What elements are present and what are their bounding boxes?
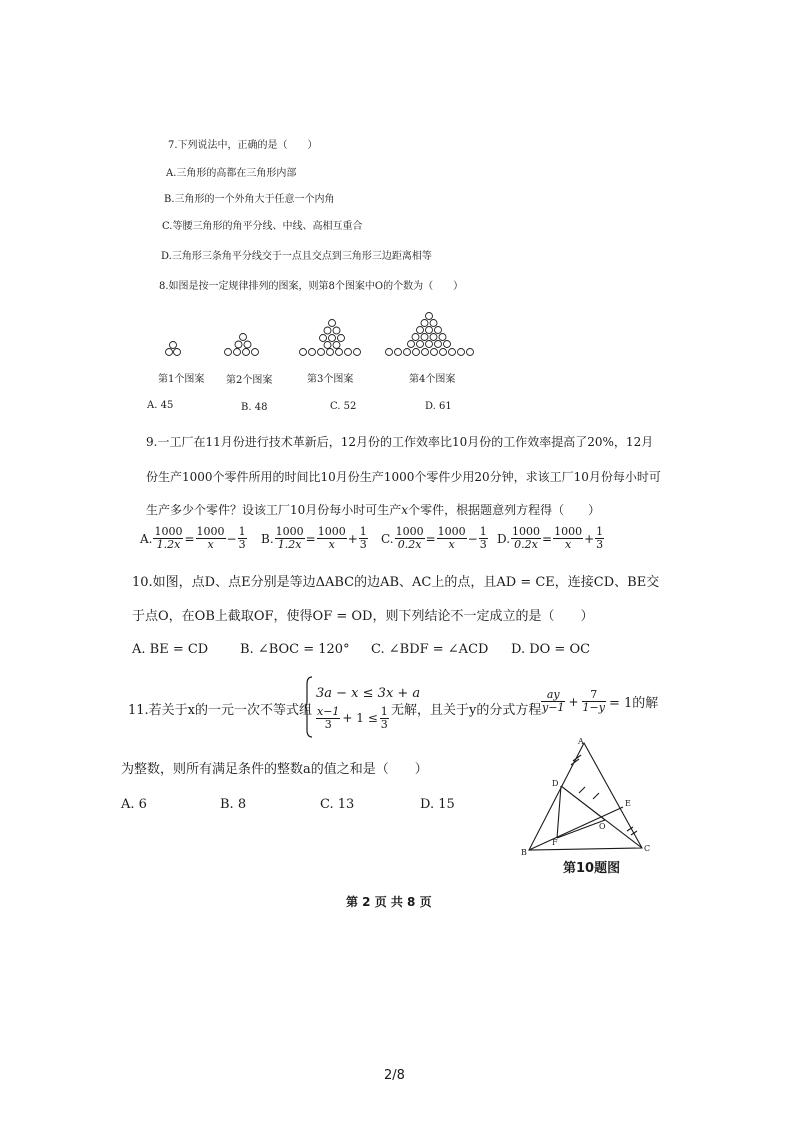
q9-line-3 (146, 501, 600, 518)
q11-mid: 无解，且关于y的分式方程 (391, 703, 542, 718)
numerator: 1 (596, 525, 604, 538)
fraction (395, 526, 425, 551)
denominator: 0.2x (397, 538, 422, 551)
q11-option-d: D. 15 (420, 797, 455, 812)
label-c: C (644, 844, 651, 853)
arc-mark-4 (593, 793, 599, 799)
denominator: x (564, 538, 572, 551)
q8-stem: 8.如图是按一定规律排列的图案，则第8个图案中O的个数为（ ） (159, 281, 464, 292)
denominator: 3 (324, 717, 332, 731)
page-number: 2/8 (384, 1068, 405, 1083)
arc-mark-3 (579, 787, 585, 793)
numerator: 1 (479, 525, 487, 538)
numerator: 7 (582, 689, 606, 702)
label-b: B (521, 848, 527, 857)
fraction (359, 526, 368, 551)
pattern-3 (298, 318, 368, 362)
numerator: ay (541, 689, 565, 702)
segment-be (529, 807, 623, 850)
numerator: 1000 (395, 525, 424, 538)
q9-option-b-label: B. (261, 531, 274, 546)
inequality-1: 3a − x ≤ 3x + a (316, 685, 421, 701)
fraction (316, 706, 340, 731)
brace-icon (305, 676, 313, 738)
fraction (196, 526, 226, 551)
numerator: 1000 (154, 525, 183, 538)
figure-caption: 第10题图 (563, 861, 621, 876)
q10-line-2: 于点O，在OB上截取OF，使得OF = OD，则下列结论不一定成立的是（ ） (132, 609, 594, 624)
q11-option-b: B. 8 (220, 797, 247, 812)
equals-sign: = (305, 531, 316, 546)
q10-option-c: C. ∠BDF = ∠ACD (371, 642, 489, 657)
label-f: F (552, 838, 558, 847)
numerator: 1000 (196, 525, 225, 538)
numerator: 1000 (512, 525, 541, 538)
label-o: O (599, 822, 606, 831)
fraction (317, 526, 347, 551)
operator: + (584, 531, 595, 546)
pattern-1 (163, 340, 183, 362)
fraction (275, 526, 305, 551)
operator: − (226, 531, 237, 546)
q9-option-a (140, 526, 247, 551)
q11-line-2: 为整数，则所有满足条件的整数a的值之和是（ ） (121, 762, 428, 777)
equals-sign: = (425, 531, 436, 546)
segment-do (561, 786, 605, 820)
operator: − (467, 531, 478, 546)
equals-sign: = (542, 531, 553, 546)
q9-option-b (261, 526, 368, 551)
denominator: 3 (238, 538, 246, 551)
fraction (238, 526, 247, 551)
fraction (153, 526, 183, 551)
denominator: 3 (380, 717, 388, 731)
q9-option-a-label: A. (140, 531, 153, 546)
q8-option-b: B. 48 (241, 402, 268, 413)
fraction (511, 526, 541, 551)
denominator: 1.2x (156, 538, 181, 551)
label-d: D (552, 779, 559, 788)
q9-line-1: 9.一工厂在11月份进行技术革新后，12月份的工作效率比10月份的工作效率提高了20%，12月 (146, 435, 654, 449)
q8-option-a: A. 45 (147, 400, 174, 411)
q10-option-d: D. DO = OC (511, 642, 591, 657)
denominator: y−1 (542, 701, 565, 714)
equals-sign: = (184, 531, 195, 546)
numerator: 1 (238, 525, 246, 538)
q7-stem: 7.下列说法中，正确的是（ ） (168, 140, 318, 151)
denominator: 1.2x (277, 538, 302, 551)
fraction (437, 526, 467, 551)
q7-option-b: B.三角形的一个外角大于任意一个内角 (164, 194, 335, 205)
q9-line-3-var: x (401, 503, 409, 517)
triangle-abc (529, 743, 642, 850)
fraction (553, 526, 583, 551)
segment-ef (557, 820, 605, 838)
q7-option-c: C.等腰三角形的角平分线、中线、高相互重合 (162, 221, 363, 232)
numerator: 1000 (275, 525, 304, 538)
pattern-4 (384, 311, 478, 363)
q9-line-3-a: 生产多少个零件？设该工厂10月份每小时可生产 (146, 503, 402, 517)
numerator: 1000 (554, 525, 583, 538)
q9-option-d (497, 526, 604, 551)
fractional-equation (541, 689, 658, 714)
denominator: 3 (479, 538, 487, 551)
numerator: 1 (359, 525, 367, 538)
triangle-figure (515, 735, 655, 860)
fraction (595, 526, 604, 551)
fraction (541, 689, 565, 714)
numerator: 1000 (437, 525, 466, 538)
pattern-2 (222, 332, 264, 362)
denominator: x (328, 538, 335, 551)
q10-line-1: 10.如图，点D、点E分别是等边ΔABC的边AB、AC上的点，且AD = CE，连接CD、BE交 (132, 575, 660, 590)
denominator: 1−y (582, 701, 605, 714)
q9-option-c-label: C. (381, 531, 394, 546)
q10-option-a: A. BE = CD (132, 642, 209, 657)
q11-lead: 11.若关于x的一元一次不等式组 (128, 703, 313, 718)
denominator: x (207, 538, 214, 551)
pattern-label-4: 第4个图案 (409, 374, 456, 385)
q7-option-d: D.三角形三条角平分线交于一点且交点到三角形三边距离相等 (161, 251, 432, 262)
q9-line-2: 份生产1000个零件所用的时间比10月份生产1000个零件少用20分钟，求该工厂10月份每小时可 (146, 470, 661, 484)
operator: + (347, 531, 358, 546)
numerator: 1 (380, 704, 388, 718)
operator: + (568, 694, 579, 709)
numerator: x−1 (317, 704, 340, 718)
denominator: 3 (596, 538, 604, 551)
denominator: 3 (359, 538, 367, 551)
fraction (380, 706, 389, 731)
arc-mark-1 (571, 755, 581, 765)
numerator: 1000 (317, 525, 346, 538)
q7-option-a: A.三角形的高都在三角形内部 (166, 168, 297, 179)
q8-option-d: D. 61 (425, 401, 452, 412)
inequality-2-middle: + 1 ≤ (342, 711, 378, 725)
q8-option-c: C. 52 (330, 401, 357, 412)
q9-line-3-b: 个零件，根据题意列方程得（ ） (408, 503, 601, 517)
fraction (479, 526, 488, 551)
page-footer-text: 第 2 页 共 8 页 (346, 895, 432, 909)
q10-option-b: B. ∠BOC = 120° (240, 642, 350, 657)
q9-option-c (381, 526, 488, 551)
q9-option-d-label: D. (497, 531, 511, 546)
pattern-label-2: 第2个图案 (226, 375, 273, 386)
q11-option-c: C. 13 (320, 797, 355, 812)
fraction (582, 689, 606, 714)
denominator: 0.2x (514, 538, 538, 551)
pattern-label-3: 第3个图案 (307, 374, 354, 385)
label-a: A (578, 737, 584, 746)
denominator: x (448, 538, 455, 551)
label-e: E (625, 799, 631, 808)
equation-rhs: = 1的解 (608, 696, 659, 711)
pattern-label-1: 第1个图案 (158, 374, 205, 385)
q11-option-a: A. 6 (121, 797, 147, 812)
